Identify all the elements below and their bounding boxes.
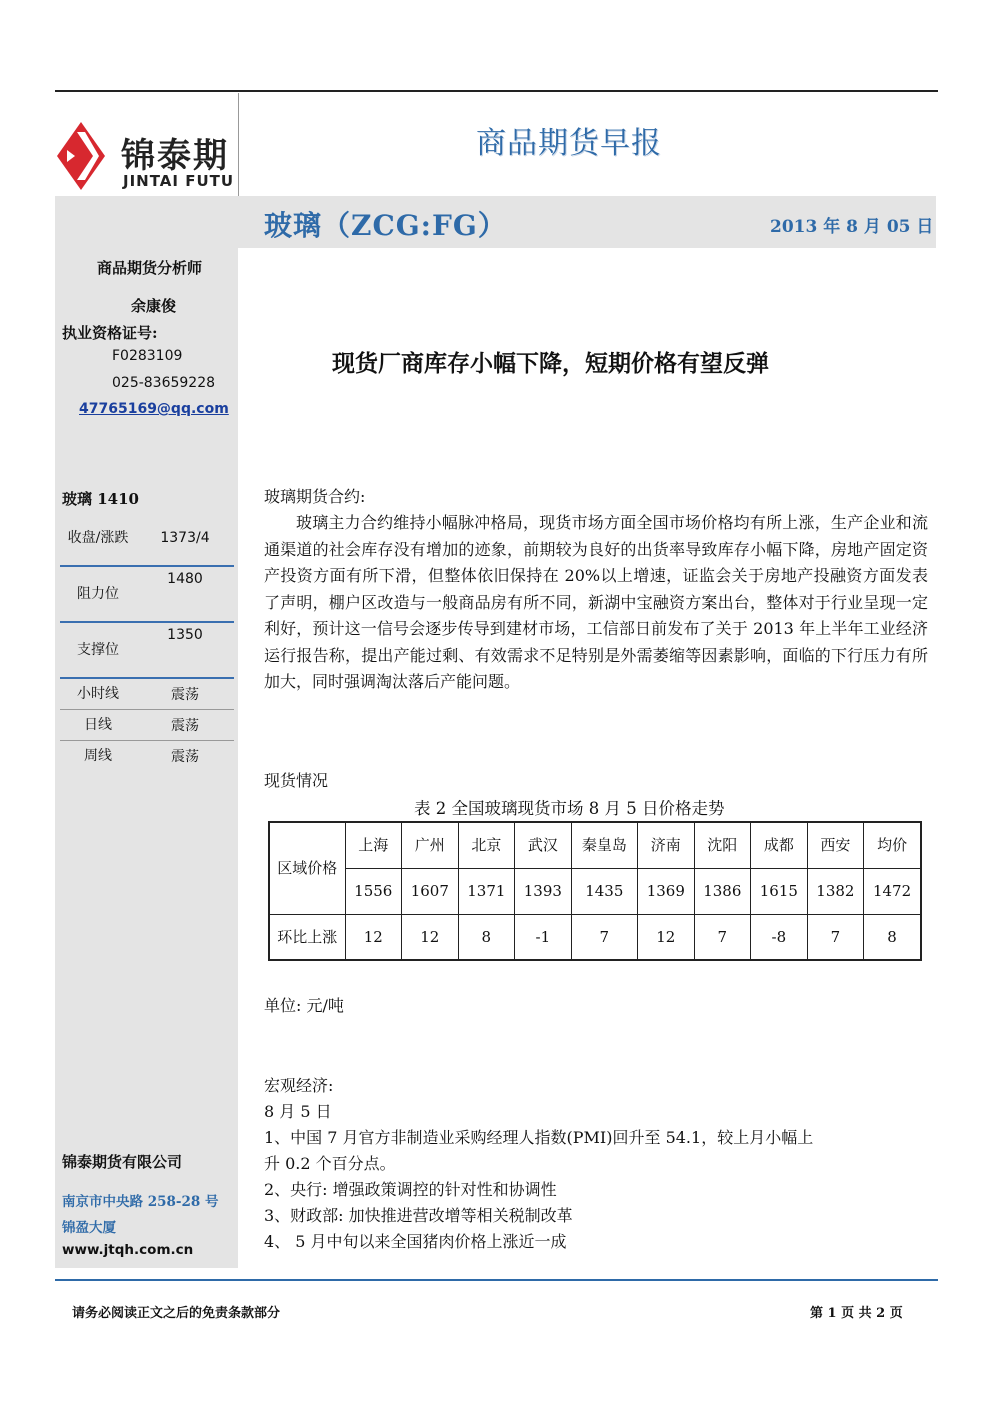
contract-table: [60, 510, 234, 771]
region-cell: 秦皇岛: [571, 822, 637, 868]
spot-price-table: [268, 821, 922, 961]
contract-value: 震荡: [171, 718, 199, 734]
logo-text-cn: 锦泰期: [121, 136, 229, 176]
region-cell: 沈阳: [694, 822, 751, 868]
footer-disclaimer: 请务必阅读正文之后的免责条款部分: [72, 1306, 281, 1321]
price-cell: 1393: [515, 868, 572, 914]
contract-value: 1350: [167, 627, 203, 643]
price-cell: 1369: [638, 868, 695, 914]
contract-row: [60, 678, 234, 710]
price-cell: 1435: [571, 868, 637, 914]
change-cell: 12: [638, 914, 695, 960]
contract-label: 阻力位: [77, 586, 119, 602]
contract-label: 支撑位: [77, 642, 119, 658]
contract-row: [60, 510, 234, 566]
contract-value: 震荡: [171, 749, 199, 765]
logo-emblem-icon: [55, 120, 117, 192]
contract-row: [60, 710, 234, 741]
price-cell: 1615: [751, 868, 808, 914]
price-cell: 1371: [458, 868, 515, 914]
table-row: [269, 822, 921, 868]
company-address-2: 锦盈大厦: [62, 1220, 116, 1236]
price-cell: 1556: [345, 868, 402, 914]
analyst-phone: 025-83659228: [112, 375, 216, 391]
contract-value: 1480: [167, 571, 203, 587]
contract-label: 日线: [84, 717, 112, 733]
top-rule: [55, 90, 938, 92]
table-caption: 表 2 全国玻璃现货市场 8 月 5 日价格走势: [414, 799, 725, 818]
change-cell: 8: [458, 914, 515, 960]
region-cell: 广州: [402, 822, 459, 868]
change-cell: 7: [571, 914, 637, 960]
spot-heading: 现货情况: [264, 771, 329, 790]
change-cell: 7: [807, 914, 864, 960]
contract-value: 1373/4: [160, 529, 210, 546]
company-logo: [55, 120, 240, 195]
price-cell: 1607: [402, 868, 459, 914]
macro-heading: 宏观经济:: [264, 1076, 334, 1095]
table-row: [269, 868, 921, 914]
region-cell: 成都: [751, 822, 808, 868]
table-row: [269, 914, 921, 960]
change-cell: 7: [694, 914, 751, 960]
region-cell: 武汉: [515, 822, 572, 868]
contract-value: 震荡: [171, 687, 199, 703]
region-cell: 西安: [807, 822, 864, 868]
report-type: 商品期货早报: [476, 126, 662, 161]
futures-heading: 玻璃期货合约:: [264, 487, 366, 506]
change-cell: 12: [345, 914, 402, 960]
change-cell: 8: [864, 914, 921, 960]
macro-item-4: 4、 5 月中旬以来全国猪肉价格上涨近一成: [264, 1232, 567, 1251]
region-cell: 北京: [458, 822, 515, 868]
region-cell: 均价: [864, 822, 921, 868]
unit-note: 单位: 元/吨: [264, 996, 344, 1015]
header-divider: [238, 93, 239, 196]
contract-label: 周线: [84, 748, 112, 764]
cert-number: F0283109: [112, 348, 183, 364]
company-website: www.jtqh.com.cn: [62, 1242, 194, 1258]
bottom-rule: [55, 1279, 938, 1281]
logo-text-en: JINTAI FUTU: [123, 172, 235, 190]
company-name: 锦泰期货有限公司: [62, 1153, 183, 1171]
row-label-price: 区域价格: [269, 822, 345, 914]
contract-row: [60, 741, 234, 772]
contract-name: 玻璃 1410: [62, 490, 139, 508]
analyst-name: 余康俊: [131, 297, 177, 315]
product-title: 玻璃（ZCG:FG）: [264, 209, 507, 242]
analyst-email-link[interactable]: 47765169@qq.com: [79, 401, 229, 417]
price-cell: 1382: [807, 868, 864, 914]
macro-item-1-line-1: 1、中国 7 月官方非制造业采购经理人指数(PMI)回升至 54.1，较上月小幅上: [264, 1128, 814, 1147]
region-cell: 济南: [638, 822, 695, 868]
contract-label: 小时线: [77, 686, 119, 702]
main-title: 现货厂商库存小幅下降，短期价格有望反弹: [332, 350, 769, 377]
cert-label: 执业资格证号:: [62, 324, 158, 342]
change-cell: -8: [751, 914, 808, 960]
row-label-change: 环比上涨: [269, 914, 345, 960]
futures-paragraph: 玻璃主力合约维持小幅脉冲格局，现货市场方面全国市场价格均有所上涨，生产企业和流通渠道的社会库存没有增加的迹象，前期较为良好的出货率导致库存小幅下降，房地产固定资产投资方面有所下滑，但整体依旧保持在 20%以上增速，证监会关于房地产投融资方面发表了声明，棚户区改造与一般商品房有所不同，新湖中宝融资方案出台，整体对于行业呈现一定利好，预计这一信号会逐步传导到建材市场，工信部日前发布了关于 2013 年上半年工业经济运行报告称，提出产能过剩、有效需求不足特别是外需萎缩等因素影响，面临的下行压力有所加大，同时强调淘汰落后产能问题。: [264, 513, 928, 691]
price-cell: 1472: [864, 868, 921, 914]
contract-row: [60, 566, 234, 622]
macro-date: 8 月 5 日: [264, 1102, 332, 1121]
macro-item-3: 3、财政部: 加快推进营改增等相关税制改革: [264, 1206, 573, 1225]
company-address-1: 南京市中央路 258-28 号: [62, 1194, 219, 1210]
price-cell: 1386: [694, 868, 751, 914]
macro-item-1-line-2: 升 0.2 个百分点。: [264, 1154, 396, 1173]
report-date: 2013 年 8 月 05 日: [770, 217, 934, 237]
contract-label: 收盘/涨跌: [67, 529, 129, 546]
change-cell: -1: [515, 914, 572, 960]
contract-row: [60, 622, 234, 678]
analyst-role: 商品期货分析师: [97, 259, 203, 277]
change-cell: 12: [402, 914, 459, 960]
macro-item-2: 2、央行: 增强政策调控的针对性和协调性: [264, 1180, 557, 1199]
region-cell: 上海: [345, 822, 402, 868]
footer-page-number: 第 1 页 共 2 页: [810, 1306, 903, 1321]
